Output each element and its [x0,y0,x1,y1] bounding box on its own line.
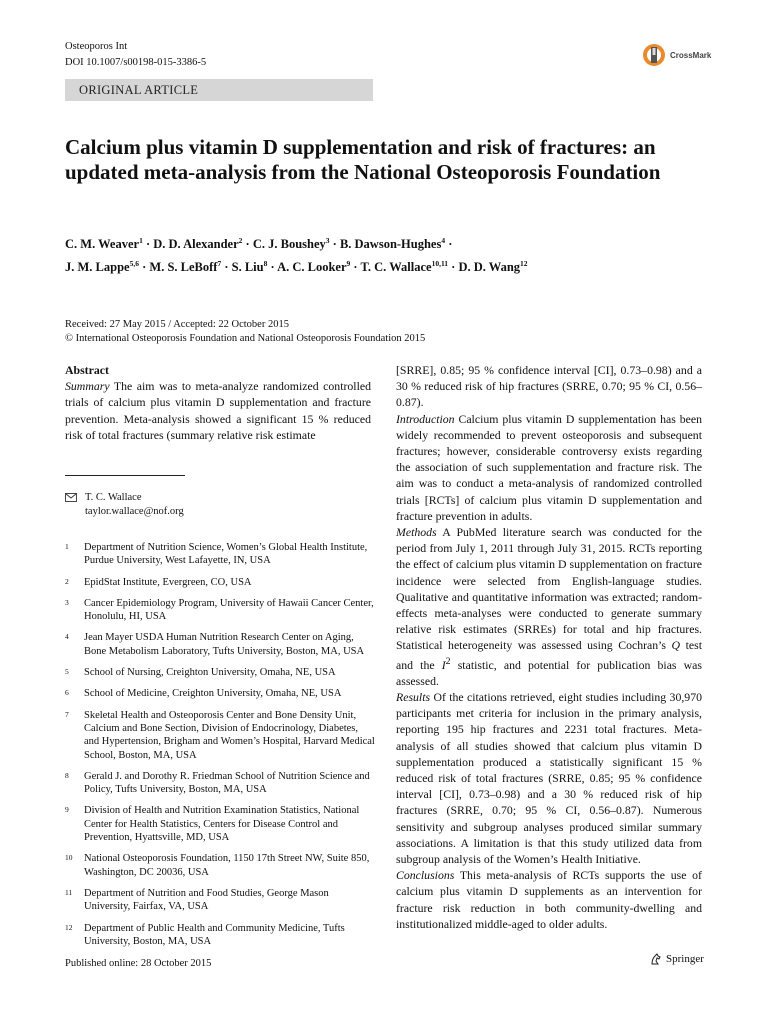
affiliation-item [65,576,375,589]
author-affiliation-number: 10,11 [431,259,449,269]
affiliation-text: Department of Public Health and Community Medicine, Tufts University, Boston, MA, USA [84,922,345,947]
envelope-icon [65,493,77,502]
publisher-name: Springer [666,953,704,965]
abstract-left-column [65,362,371,443]
affiliation-item [65,922,375,949]
crossmark-icon [642,43,666,67]
abstract-summary [65,378,371,443]
author: S. Liu [231,260,264,275]
affiliation-number: 3 [65,597,69,607]
springer-horse-icon [649,952,663,966]
author-affiliation-number: 12 [520,259,528,269]
abstract-introduction [396,411,702,524]
corresponding-author [65,491,184,519]
methods-q: Q [671,638,681,653]
received-accepted: Received: 27 May 2015 / Accepted: 22 October 2015 [65,319,289,330]
affiliation-text: Cancer Epidemiology Program, University of Hawaii Cancer Center, Honolulu, HI, USA [84,597,374,623]
author-affiliation-number: 2 [238,236,243,245]
methods-text-b: test and the [396,638,702,672]
author: A. C. Looker [277,260,347,275]
abstract-conclusions [396,867,702,932]
affiliation-item [65,804,375,844]
affiliation-number: 5 [65,667,69,677]
affiliation-number: 2 [65,576,69,586]
author-affiliation-number: 9 [346,259,351,269]
affiliation-number: 10 [65,853,73,863]
affiliation-text: School of Medicine, Creighton University, Omaha, NE, USA [84,688,342,700]
author: D. D. Alexander [153,237,239,252]
affiliation-item [65,631,375,658]
published-online: Published online: 28 October 2015 [65,958,212,969]
affiliation-number: 7 [65,709,69,719]
author-separator: · [350,260,361,275]
author-separator: · [221,260,232,275]
affiliations-list [65,541,375,956]
introduction-text: Calcium plus vitamin D supplementation has been widely recommended to prevent osteoporosis and subsequent fractures; however, considerable controversy exists regarding the association of such supplementation and fracture risk. The aim was to conduct a meta-analysis of randomized controlled trials [RCTs] of calcium plus vitamin D supplementation and fracture prevention in adults. [396,411,702,523]
introduction-label: Introduction [396,411,455,426]
author-affiliation-number: 3 [325,236,330,245]
methods-text: A PubMed literature search was conducted for the period from July 1, 2011 through July 31, 2015. RCTs reporting the effect of calcium plus vitamin D supplementation on fracture incidence were selected from English-language studies. Qualitative and quantitative information was extracted; random-effects meta-analyses were conducted to generate summary relative risk estimates (SRREs) for total and hip fractures. Statistical heterogeneity was assessed using Cochran’s [396,525,702,653]
affiliation-item [65,597,375,624]
author: M. S. LeBoff [149,260,218,275]
affiliation-text: National Osteoporosis Foundation, 1150 17th Street NW, Suite 850, Washington, DC 20036, USA [84,853,370,878]
affiliation-item [65,541,375,568]
author-affiliation-number: 5,6 [129,259,139,269]
author: C. J. Boushey [252,237,326,252]
affiliation-text: Skeletal Health and Osteoporosis Center and Bone Density Unit, Calcium and Bone Section, Division of Endocrinology, Diabetes, and Hypertension, Brigham and Women’s Hospital, Harvard Medical School, Boston, MA, USA [84,709,375,761]
affiliation-item [65,770,375,797]
author-separator: · [142,237,154,252]
author: T. C. Wallace [360,260,432,275]
author-separator: · [267,260,278,275]
summary-label: Summary [65,379,110,394]
results-label: Results [396,689,431,704]
conclusions-text: This meta-analysis of RCTs supports the use of calcium plus vitamin D supplements as an intervention for fracture risk reduction in both community-dwelling and institutionalized middle-aged to older adults. [396,868,702,931]
affiliation-number: 1 [65,542,69,551]
methods-label: Methods [396,525,437,540]
conclusions-label: Conclusions [396,868,455,883]
affiliation-number: 4 [65,632,69,642]
author-separator: · [445,237,453,252]
crossmark-badge[interactable] [642,43,711,67]
author-separator: · [138,260,150,275]
author-separator: · [329,237,340,252]
affiliation-number: 11 [65,887,73,897]
abstract-heading: Abstract [65,363,109,377]
article-title: Calcium plus vitamin D supplementation and risk of fractures: an updated meta-analysis from the National Osteoporosis Foundation [65,135,661,184]
affiliation-item [65,666,375,679]
results-text: Of the citations retrieved, eight studies including 30,970 participants met criteria for inclusion in the primary analysis, reporting 195 hip fractures and 2231 total fractures. Meta-analysis of all studies showed that calcium plus vitamin D supplementation produced a statistically significant 15 % reduced risk of total fractures (SRRE, 0.85; 95 % confidence interval [CI], 0.73–0.98) and a 30 % reduced risk of hip fractures (SRRE, 0.70; 95 % CI, 0.56–0.87). Numerous sensitivity and subgroup analyses produced similar summary associations. A limitation is that this study utilized data from subgroup analysis of the Women’s Health Initiative. [396,689,702,867]
author: J. M. Lappe [65,260,130,275]
author-affiliation-number: 1 [139,236,143,245]
author: B. Dawson-Hughes [339,237,442,252]
affiliation-text: Gerald J. and Dorothy R. Friedman School of Nutrition Science and Policy, Tufts University, Boston, MA, USA [84,770,370,796]
affiliation-text: Jean Mayer USDA Human Nutrition Research Center on Aging, Bone Metabolism Laboratory, Tufts University, Boston, MA, USA [84,632,365,657]
abstract-results [396,689,702,867]
summary-text-part1: The aim was to meta-analyze randomized controlled trials of calcium plus vitamin D supplementation and fracture prevention. Meta-analysis showed a significant 15 % reduced risk of total fractures (summary relative risk estimate [65,379,371,442]
summary-continued: [SRRE], 0.85; 95 % confidence interval [CI], 0.73–0.98) and a 30 % reduced risk of hip fractures (SRRE, 0.70; 95 % CI, 0.56–0.87). [396,363,702,410]
journal-header [65,39,206,71]
article-type-banner: ORIGINAL ARTICLE [65,79,373,101]
affiliation-item [65,852,375,879]
author-separator: · [448,260,459,275]
affiliation-item [65,709,375,762]
abstract-methods [396,524,702,689]
publisher-logo[interactable] [649,952,704,966]
affiliation-text: Department of Nutrition Science, Women’s Global Health Institute, Purdue University, West Lafayette, IN, USA [84,542,368,567]
article-dates [65,318,425,346]
author-affiliation-number: 4 [441,236,446,245]
affiliation-number: 12 [65,922,73,932]
footnote-rule [65,475,185,476]
abstract-right-column [396,362,702,932]
journal-name: Osteoporos Int [65,41,128,52]
affiliation-number: 9 [65,805,69,815]
affiliation-item [65,687,375,700]
affiliation-number: 8 [65,770,69,780]
author-affiliation-number: 8 [263,259,268,269]
methods-i: I [441,657,446,672]
author-affiliation-number: 7 [217,259,222,269]
affiliation-text: School of Nursing, Creighton University, Omaha, NE, USA [84,667,336,679]
affiliation-item [65,887,375,914]
affiliation-number: 6 [65,688,69,698]
crossmark-label: CrossMark [670,50,712,60]
methods-i-sup: 2 [445,655,451,667]
affiliation-text: EpidStat Institute, Evergreen, CO, USA [84,576,252,588]
contact-name: T. C. Wallace [85,492,142,503]
methods-text-c: statistic, and potential for publication bias was assessed. [396,657,703,688]
contact-email[interactable]: taylor.wallace@nof.org [85,506,184,517]
author-separator: · [242,237,253,252]
affiliation-text: Division of Health and Nutrition Examination Statistics, National Center for Health Statistics, Centers for Disease Control and Prevention, Hyattsville, MD, USA [84,805,360,844]
copyright: © International Osteoporosis Foundation and National Osteoporosis Foundation 2015 [65,333,426,344]
author-list [65,231,705,277]
author: C. M. Weaver [65,237,140,252]
author: D. D. Wang [458,260,521,275]
doi: DOI 10.1007/s00198-015-3386-5 [65,57,207,68]
affiliation-text: Department of Nutrition and Food Studies, George Mason University, Fairfax, VA, USA [84,887,329,913]
